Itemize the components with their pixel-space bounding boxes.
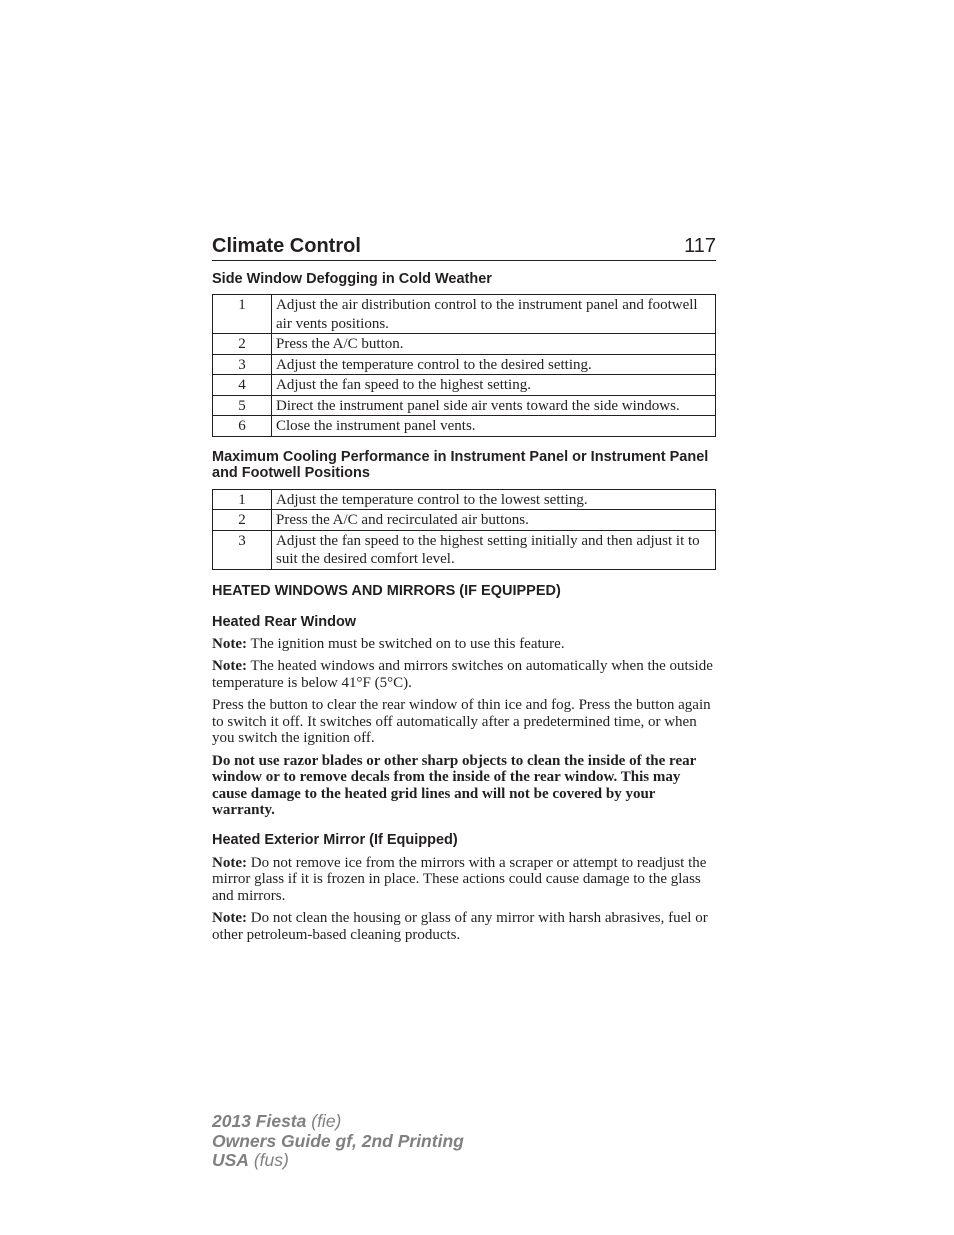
footer-line-guide xyxy=(212,1132,464,1152)
table-row xyxy=(213,489,716,510)
step-number: 3 xyxy=(213,530,272,569)
step-number: 4 xyxy=(213,375,272,396)
step-text: Close the instrument panel vents. xyxy=(272,416,716,437)
note-label: Note: xyxy=(212,658,247,674)
step-number: 6 xyxy=(213,416,272,437)
note-text: Do not remove ice from the mirrors with a scraper or attempt to readjust the mirror glass if it is frozen in place. These actions could cause damage to the glass and mirrors. xyxy=(212,854,707,904)
step-text: Press the A/C and recirculated air buttons. xyxy=(272,510,716,531)
step-number: 2 xyxy=(213,510,272,531)
table-row xyxy=(213,530,716,569)
table-row xyxy=(213,354,716,375)
footer-market: USA xyxy=(212,1150,249,1170)
page-number: 117 xyxy=(684,235,716,257)
footer-model-code: (fie) xyxy=(306,1111,342,1131)
footer-guide: Owners Guide gf, 2nd Printing xyxy=(212,1130,464,1151)
footer-model: 2013 Fiesta xyxy=(212,1111,307,1131)
step-text: Direct the instrument panel side air vents toward the side windows. xyxy=(272,395,716,416)
table-row xyxy=(213,334,716,355)
note-label: Note: xyxy=(212,635,247,652)
footer-line-market xyxy=(212,1151,464,1171)
note-label: Note: xyxy=(212,854,247,871)
table-row xyxy=(213,416,716,437)
step-number: 5 xyxy=(213,395,272,416)
heated-exterior-mirror-heading: Heated Exterior Mirror (If Equipped) xyxy=(212,831,458,848)
step-text: Adjust the air distribution control to the instrument panel and footwell air vents positions. xyxy=(272,295,716,334)
body-paragraph: Press the button to clear the rear window of thin ice and fog. Press the button again to switch it off. It switches off automatically after a predetermined time, or when you switch the ignition off. xyxy=(212,697,711,746)
table-row xyxy=(213,395,716,416)
note-paragraph xyxy=(212,855,716,905)
note-label: Note: xyxy=(212,910,247,926)
step-number: 2 xyxy=(213,334,272,355)
manual-page xyxy=(212,230,716,943)
page-footer xyxy=(212,1112,464,1171)
note-paragraph xyxy=(212,658,716,691)
table-row xyxy=(213,375,716,396)
step-text: Adjust the fan speed to the highest setting initially and then adjust it to suit the desired comfort level. xyxy=(272,530,716,569)
step-text: Adjust the temperature control to the lowest setting. xyxy=(272,489,716,510)
side-window-defogging-steps-table xyxy=(212,294,716,437)
note-paragraph xyxy=(212,910,716,943)
heated-rear-window-heading: Heated Rear Window xyxy=(212,613,357,630)
note-text: The heated windows and mirrors switches on automatically when the outside temperature is below 41°F (5°C). xyxy=(212,658,713,691)
step-text: Adjust the fan speed to the highest setting. xyxy=(272,375,716,396)
footer-market-code: (fus) xyxy=(248,1150,289,1170)
chapter-title: Climate Control xyxy=(212,235,361,257)
maximum-cooling-steps-table xyxy=(212,489,716,570)
step-number: 1 xyxy=(213,295,272,334)
table-row xyxy=(213,295,716,334)
warning-paragraph: Do not use razor blades or other sharp objects to clean the inside of the rear window or to remove decals from the inside of the rear window. This may cause damage to the heated grid lines and will not be covered by your warranty. xyxy=(212,752,696,818)
step-text: Press the A/C button. xyxy=(272,334,716,355)
side-window-defogging-heading: Side Window Defogging in Cold Weather xyxy=(212,271,492,287)
page-header xyxy=(212,230,716,261)
note-text: Do not clean the housing or glass of any mirror with harsh abrasives, fuel or other petroleum-based cleaning products. xyxy=(212,910,708,943)
step-text: Adjust the temperature control to the desired setting. xyxy=(272,354,716,375)
heated-windows-mirrors-heading: HEATED WINDOWS AND MIRRORS (IF EQUIPPED) xyxy=(212,582,561,599)
table-row xyxy=(213,510,716,531)
note-paragraph xyxy=(212,636,716,653)
note-text: The ignition must be switched on to use this feature. xyxy=(246,635,565,652)
footer-line-model xyxy=(212,1112,464,1132)
step-number: 1 xyxy=(213,489,272,510)
step-number: 3 xyxy=(213,354,272,375)
maximum-cooling-heading: Maximum Cooling Performance in Instrument Panel or Instrument Panel and Footwell Positions xyxy=(212,448,709,481)
